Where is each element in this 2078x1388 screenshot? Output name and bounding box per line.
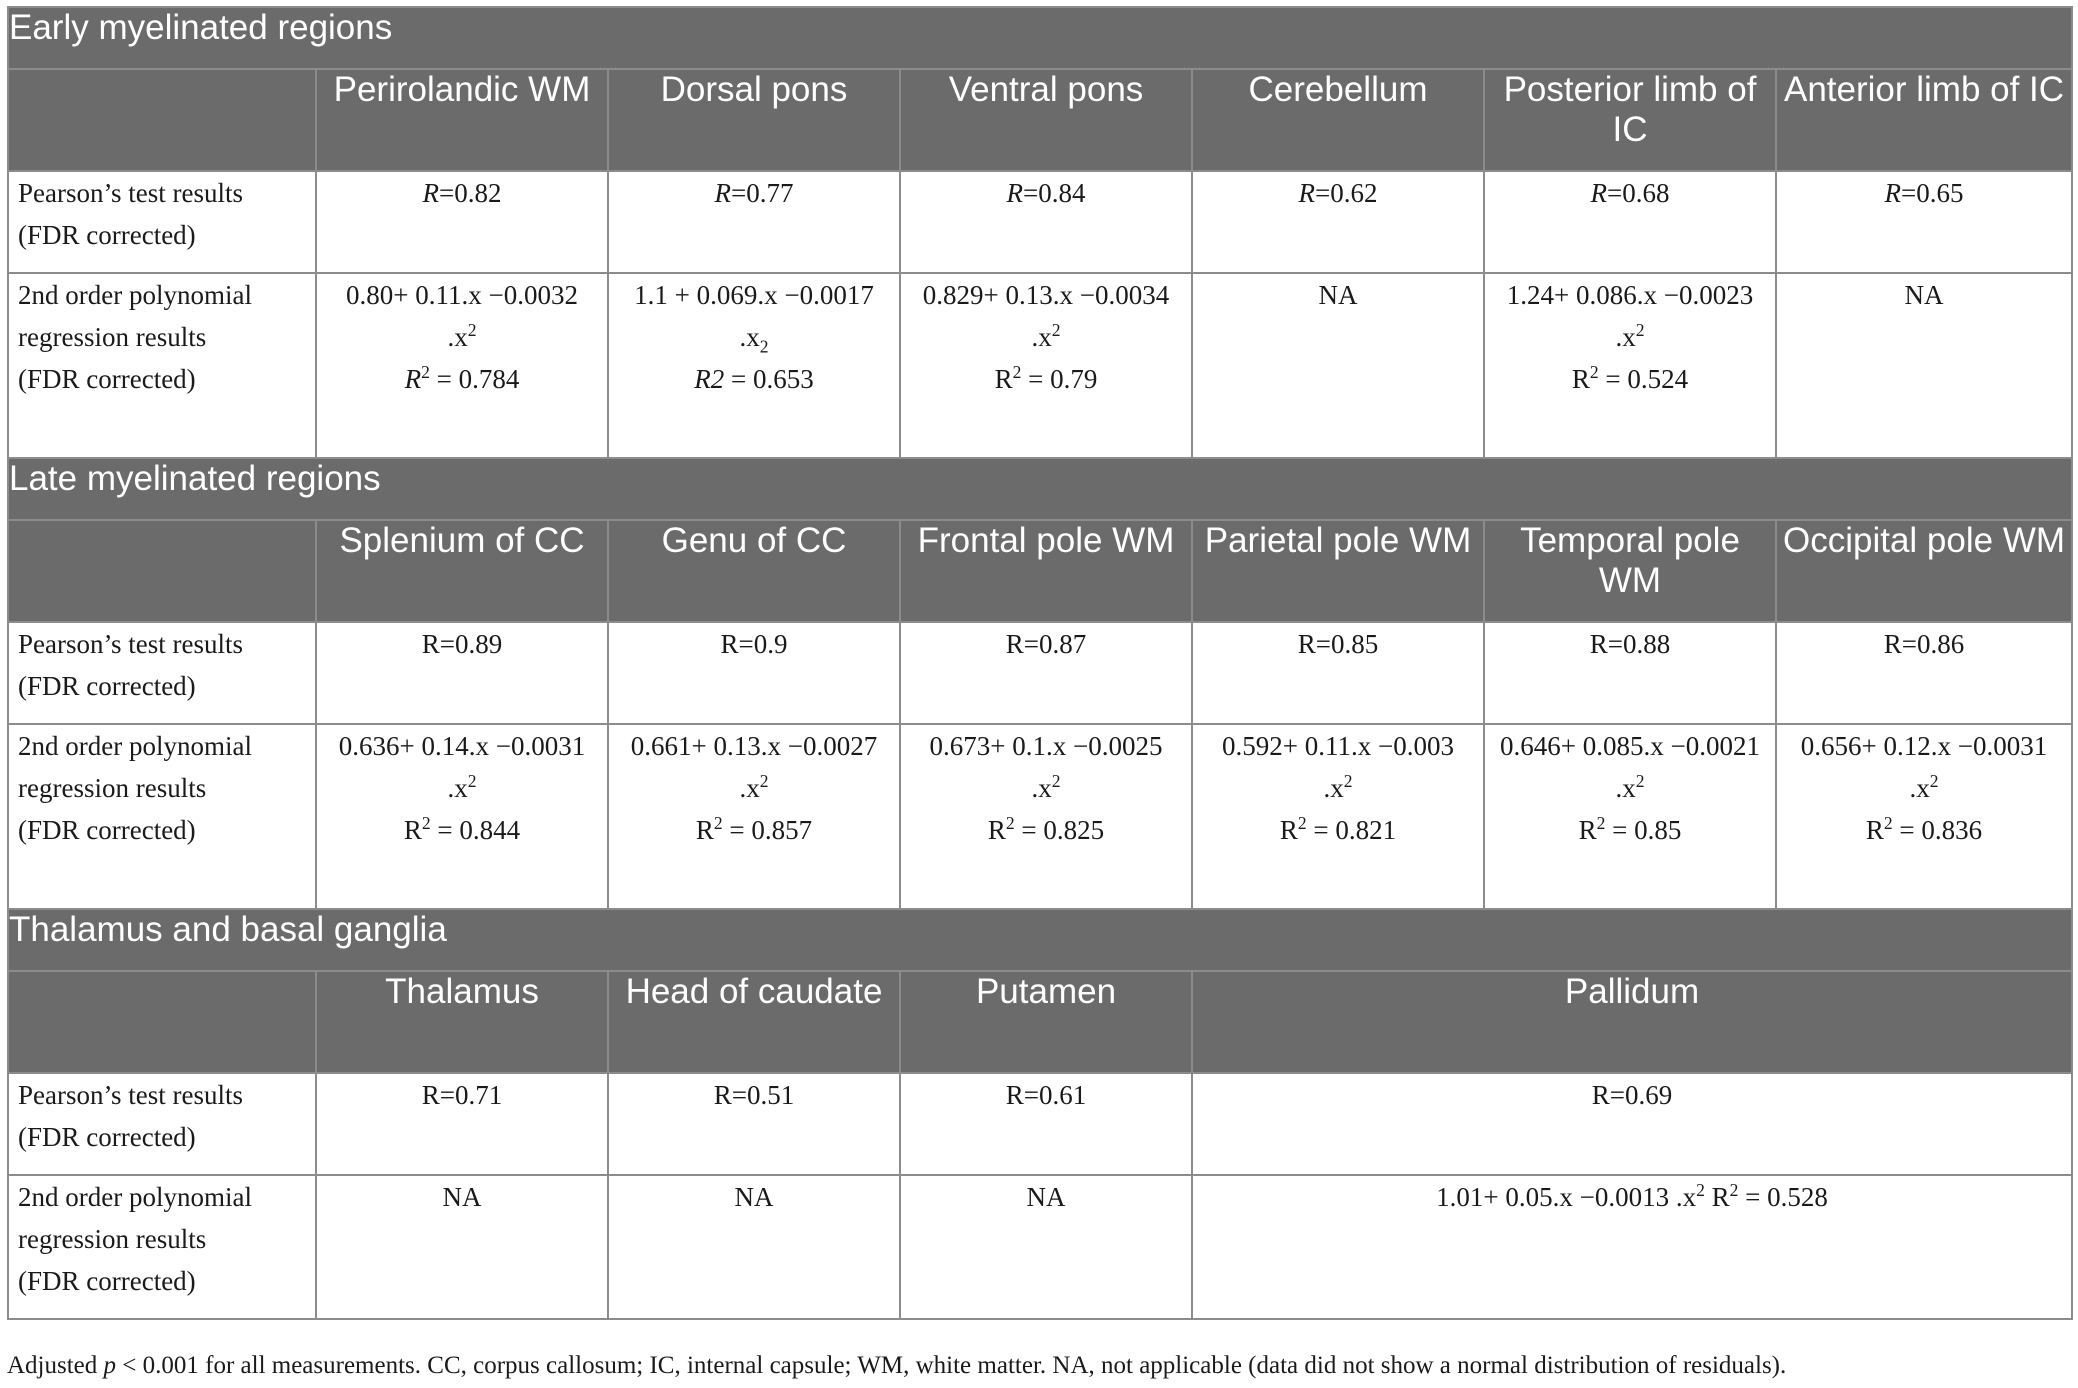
regression-line: $.x^2$ [1909, 771, 1939, 803]
regression-line: 0.646+ 0.085.x −0.0021 [1500, 731, 1760, 761]
column-header: Posterior limb of IC [1484, 69, 1776, 171]
header-corner [8, 520, 316, 622]
regression-line: $.x^2$ [1615, 320, 1645, 352]
column-header: Splenium of CC [316, 520, 608, 622]
column-header: Temporal pole WM [1484, 520, 1776, 622]
regression-cell [1192, 724, 1484, 909]
pearson-cell: R=0.89 [316, 622, 608, 724]
pearson-cell: R=0.51 [608, 1073, 900, 1175]
pearson-cell: R=0.69 [1192, 1073, 2072, 1175]
pearson-row [8, 1073, 2072, 1175]
pearson-cell: R=0.88 [1484, 622, 1776, 724]
regression-cell [1484, 273, 1776, 458]
column-header: Genu of CC [608, 520, 900, 622]
regression-row [8, 1175, 2072, 1319]
regression-cell [316, 273, 608, 458]
regression-line: $.x^2$ [1031, 771, 1061, 803]
column-header: Head of caudate [608, 971, 900, 1073]
regression-line: $R^2 = 0.821$ [1279, 813, 1397, 845]
pearson-cell: R=0.71 [316, 1073, 608, 1175]
regression-cell: 1.01+ 0.05.x −0.0013 $.x^2$ $R^2 = 0.528$ [1192, 1175, 2072, 1319]
regression-line: 0.636+ 0.14.x −0.0031 [338, 731, 586, 761]
regression-cell: NA [316, 1175, 608, 1319]
row-label-line: (FDR corrected) [18, 671, 196, 701]
regression-cell [900, 724, 1192, 909]
row-label-line: Pearson’s test results [18, 629, 243, 659]
regression-line: 0.673+ 0.1.x −0.0025 [929, 731, 1163, 761]
regression-cell [1776, 724, 2072, 909]
regression-line: 0.592+ 0.11.x −0.003 [1222, 731, 1454, 761]
regression-line: $R^2 = 0.79$ [994, 362, 1098, 394]
table-footnote: Adjusted p < 0.001 for all measurements. CC, corpus callosum; IC, internal capsule; WM, white matter. NA, not applicable (data did not show a normal distribution of residuals). [7, 1352, 1787, 1379]
regression-cell [608, 273, 900, 458]
pearson-cell: R=0.77 [608, 171, 900, 273]
row-label-line: (FDR corrected) [18, 815, 196, 845]
regression-line: 1.1 + 0.069.x −0.0017 [634, 280, 874, 310]
regression-line: $R^2 = 0.857$ [695, 813, 813, 845]
regression-line: $.x_2$ [739, 322, 769, 357]
regression-cell: NA [900, 1175, 1192, 1319]
row-label-line: 2nd order polynomial [18, 731, 252, 761]
regression-line: $R^2 = 0.784$ [404, 362, 520, 394]
regression-line: $.x^2$ [1031, 320, 1061, 352]
section-header-late [8, 458, 2072, 520]
header-corner [8, 69, 316, 171]
row-label-line: regression results [18, 1224, 207, 1254]
column-header-row [8, 971, 2072, 1073]
section-header-thalamus [8, 909, 2072, 971]
pearson-cell: R=0.62 [1192, 171, 1484, 273]
header-corner [8, 971, 316, 1073]
regression-line: R2 = 0.653 [694, 364, 814, 394]
row-label-line: 2nd order polynomial [18, 1182, 252, 1212]
regression-cell [1192, 273, 1484, 458]
row-label-line: (FDR corrected) [18, 364, 196, 394]
pearson-row [8, 171, 2072, 273]
row-label-line: (FDR corrected) [18, 220, 196, 250]
column-header: Ventral pons [900, 69, 1192, 171]
regression-cell [900, 273, 1192, 458]
regression-line: $.x^2$ [739, 771, 769, 803]
regression-cell [608, 724, 900, 909]
regression-line: NA [1318, 280, 1358, 310]
row-label [8, 273, 316, 458]
row-label [8, 724, 316, 909]
row-label-line: 2nd order polynomial [18, 280, 252, 310]
regression-line: $R^2 = 0.85$ [1578, 813, 1682, 845]
column-header: Pallidum [1192, 971, 2072, 1073]
regression-cell: NA [608, 1175, 900, 1319]
row-label-line: (FDR corrected) [18, 1122, 196, 1152]
pearson-cell: R=0.65 [1776, 171, 2072, 273]
column-header: Putamen [900, 971, 1192, 1073]
section-title: Thalamus and basal ganglia [8, 909, 2072, 971]
section-title: Late myelinated regions [8, 458, 2072, 520]
regression-line: $R^2 = 0.844$ [403, 813, 521, 845]
section-header-early [8, 7, 2072, 69]
column-header: Cerebellum [1192, 69, 1484, 171]
pearson-cell: R=0.84 [900, 171, 1192, 273]
regression-line: 1.24+ 0.086.x −0.0023 [1506, 280, 1754, 310]
row-label-line: (FDR corrected) [18, 1266, 196, 1296]
row-label-line: regression results [18, 322, 207, 352]
column-header-row [8, 69, 2072, 171]
regression-line: $R^2 = 0.825$ [987, 813, 1105, 845]
column-header: Thalamus [316, 971, 608, 1073]
regression-line: $.x^2$ [1323, 771, 1353, 803]
pearson-cell: R=0.86 [1776, 622, 2072, 724]
pearson-cell: R=0.85 [1192, 622, 1484, 724]
regression-line: $R^2 = 0.524$ [1571, 362, 1689, 394]
row-label-line: Pearson’s test results [18, 1080, 243, 1110]
column-header: Perirolandic WM [316, 69, 608, 171]
column-header: Anterior limb of IC [1776, 69, 2072, 171]
row-label [8, 1175, 316, 1319]
regression-line: $.x^2$ [1615, 771, 1645, 803]
row-label-line: regression results [18, 773, 207, 803]
regression-cell [1776, 273, 2072, 458]
regression-line: 0.656+ 0.12.x −0.0031 [1800, 731, 2048, 761]
section-title: Early myelinated regions [8, 7, 2072, 69]
regression-line: 0.661+ 0.13.x −0.0027 [630, 731, 878, 761]
row-label [8, 1073, 316, 1175]
pearson-cell: R=0.82 [316, 171, 608, 273]
column-header: Frontal pole WM [900, 520, 1192, 622]
correlation-results-table [7, 6, 2073, 1320]
column-header: Parietal pole WM [1192, 520, 1484, 622]
regression-line: 0.80+ 0.11.x −0.0032 [346, 280, 578, 310]
regression-line: $.x^2$ [447, 320, 477, 352]
regression-line: 0.829+ 0.13.x −0.0034 [922, 280, 1170, 310]
pearson-row [8, 622, 2072, 724]
row-label [8, 622, 316, 724]
column-header-row [8, 520, 2072, 622]
regression-row [8, 273, 2072, 458]
pearson-cell: R=0.9 [608, 622, 900, 724]
regression-line: $.x^2$ [447, 771, 477, 803]
regression-line: NA [1904, 280, 1944, 310]
regression-line: $R^2 = 0.836$ [1865, 813, 1983, 845]
regression-cell [316, 724, 608, 909]
regression-row [8, 724, 2072, 909]
column-header: Occipital pole WM [1776, 520, 2072, 622]
pearson-cell: R=0.68 [1484, 171, 1776, 273]
column-header: Dorsal pons [608, 69, 900, 171]
row-label-line: Pearson’s test results [18, 178, 243, 208]
pearson-cell: R=0.61 [900, 1073, 1192, 1175]
pearson-cell: R=0.87 [900, 622, 1192, 724]
regression-cell [1484, 724, 1776, 909]
row-label [8, 171, 316, 273]
